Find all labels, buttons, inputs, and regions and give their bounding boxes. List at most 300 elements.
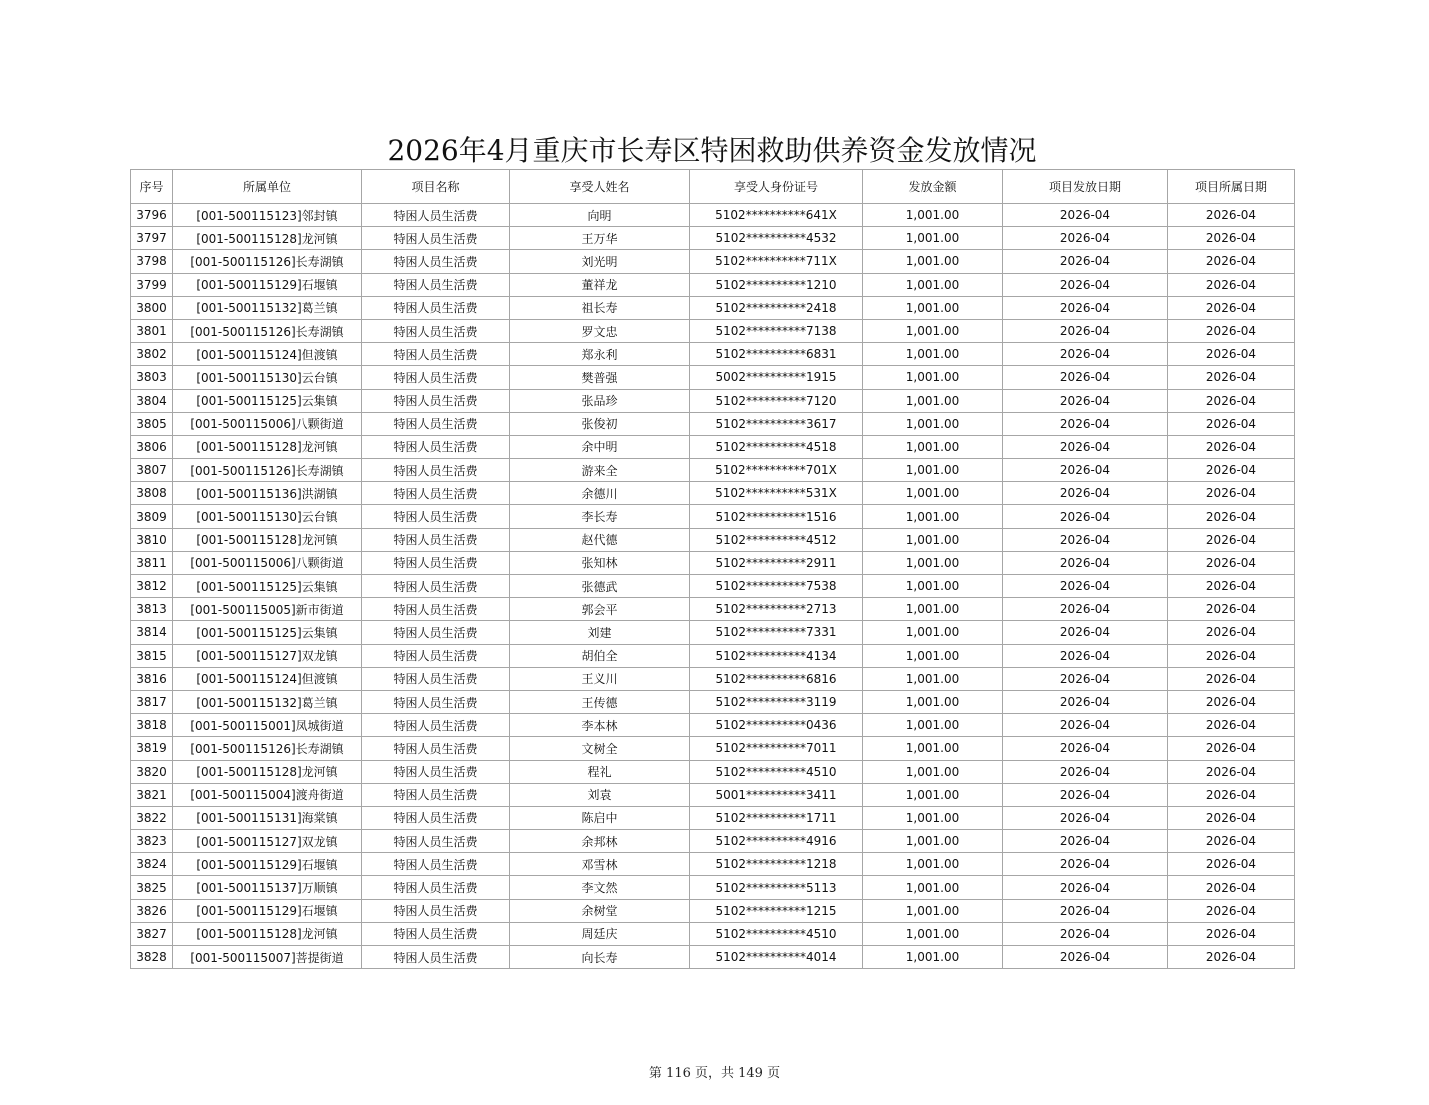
table-cell-issue-date: 2026-04 (1003, 922, 1168, 945)
table-cell-project: 特困人员生活费 (362, 412, 510, 435)
column-header-id-number: 享受人身份证号 (690, 170, 863, 204)
table-cell-seq: 3824 (131, 853, 173, 876)
table-row (131, 412, 1295, 435)
table-cell-unit: [001-500115128]龙河镇 (173, 760, 362, 783)
table-cell-seq: 3819 (131, 737, 173, 760)
table-cell-name: 向长寿 (510, 946, 690, 969)
table-cell-id-number: 5102**********711X (690, 250, 863, 273)
table-cell-project: 特困人员生活费 (362, 644, 510, 667)
table-cell-name: 李长寿 (510, 505, 690, 528)
table-cell-project: 特困人员生活费 (362, 319, 510, 342)
table-cell-belong-date: 2026-04 (1168, 482, 1295, 505)
table-row (131, 830, 1295, 853)
table-cell-issue-date: 2026-04 (1003, 714, 1168, 737)
table-cell-seq: 3812 (131, 575, 173, 598)
table-cell-name: 陈启中 (510, 806, 690, 829)
table-cell-unit: [001-500115005]新市街道 (173, 598, 362, 621)
table-cell-id-number: 5102**********4510 (690, 760, 863, 783)
table-cell-unit: [001-500115124]但渡镇 (173, 343, 362, 366)
table-cell-name: 郭会平 (510, 598, 690, 621)
table-cell-project: 特困人员生活费 (362, 227, 510, 250)
table-cell-amount: 1,001.00 (863, 946, 1003, 969)
table-cell-unit: [001-500115128]龙河镇 (173, 435, 362, 458)
table-cell-issue-date: 2026-04 (1003, 505, 1168, 528)
table-cell-name: 游来全 (510, 459, 690, 482)
table-cell-issue-date: 2026-04 (1003, 644, 1168, 667)
table-cell-project: 特困人员生活费 (362, 760, 510, 783)
table-cell-id-number: 5102**********7120 (690, 389, 863, 412)
table-cell-amount: 1,001.00 (863, 853, 1003, 876)
table-cell-id-number: 5102**********1218 (690, 853, 863, 876)
table-cell-unit: [001-500115004]渡舟街道 (173, 783, 362, 806)
table-cell-unit: [001-500115123]邻封镇 (173, 204, 362, 227)
table-cell-id-number: 5102**********4134 (690, 644, 863, 667)
table-cell-belong-date: 2026-04 (1168, 667, 1295, 690)
table-cell-issue-date: 2026-04 (1003, 899, 1168, 922)
table-cell-unit: [001-500115137]万顺镇 (173, 876, 362, 899)
table-cell-issue-date: 2026-04 (1003, 806, 1168, 829)
table-cell-amount: 1,001.00 (863, 598, 1003, 621)
table-cell-issue-date: 2026-04 (1003, 204, 1168, 227)
table-cell-name: 祖长寿 (510, 296, 690, 319)
table-cell-seq: 3813 (131, 598, 173, 621)
table-cell-id-number: 5102**********4532 (690, 227, 863, 250)
table-cell-belong-date: 2026-04 (1168, 737, 1295, 760)
table-cell-amount: 1,001.00 (863, 389, 1003, 412)
table-cell-issue-date: 2026-04 (1003, 621, 1168, 644)
table-cell-unit: [001-500115129]石堰镇 (173, 853, 362, 876)
page-title: 2026年4月重庆市长寿区特困救助供养资金发放情况 (387, 134, 1037, 167)
table-cell-id-number: 5102**********6816 (690, 667, 863, 690)
table-cell-project: 特困人员生活费 (362, 690, 510, 713)
table-cell-project: 特困人员生活费 (362, 343, 510, 366)
table-cell-belong-date: 2026-04 (1168, 250, 1295, 273)
table-cell-amount: 1,001.00 (863, 528, 1003, 551)
table-cell-amount: 1,001.00 (863, 806, 1003, 829)
table-cell-belong-date: 2026-04 (1168, 922, 1295, 945)
table-cell-project: 特困人员生活费 (362, 273, 510, 296)
table-cell-name: 王万华 (510, 227, 690, 250)
table-cell-unit: [001-500115128]龙河镇 (173, 227, 362, 250)
table-cell-belong-date: 2026-04 (1168, 204, 1295, 227)
data-table (130, 169, 1295, 969)
table-cell-issue-date: 2026-04 (1003, 319, 1168, 342)
table-cell-id-number: 5102**********4518 (690, 435, 863, 458)
table-cell-unit: [001-500115132]葛兰镇 (173, 690, 362, 713)
table-cell-belong-date: 2026-04 (1168, 296, 1295, 319)
table-cell-unit: [001-500115007]菩提街道 (173, 946, 362, 969)
table-cell-unit: [001-500115125]云集镇 (173, 389, 362, 412)
column-header-seq: 序号 (131, 170, 173, 204)
table-cell-unit: [001-500115125]云集镇 (173, 575, 362, 598)
table-cell-id-number: 5102**********3119 (690, 690, 863, 713)
table-row (131, 621, 1295, 644)
table-cell-id-number: 5102**********7538 (690, 575, 863, 598)
table-cell-id-number: 5102**********1210 (690, 273, 863, 296)
table-cell-belong-date: 2026-04 (1168, 459, 1295, 482)
table-cell-id-number: 5102**********7331 (690, 621, 863, 644)
table-cell-belong-date: 2026-04 (1168, 853, 1295, 876)
table-cell-issue-date: 2026-04 (1003, 853, 1168, 876)
table-cell-id-number: 5102**********4510 (690, 922, 863, 945)
table-cell-issue-date: 2026-04 (1003, 482, 1168, 505)
table-cell-name: 余树堂 (510, 899, 690, 922)
table-cell-amount: 1,001.00 (863, 760, 1003, 783)
table-cell-name: 程礼 (510, 760, 690, 783)
table-cell-belong-date: 2026-04 (1168, 621, 1295, 644)
table-cell-belong-date: 2026-04 (1168, 830, 1295, 853)
table-cell-name: 刘光明 (510, 250, 690, 273)
table-cell-amount: 1,001.00 (863, 575, 1003, 598)
table-cell-amount: 1,001.00 (863, 644, 1003, 667)
table-cell-belong-date: 2026-04 (1168, 412, 1295, 435)
table-cell-unit: [001-500115006]八颗街道 (173, 551, 362, 574)
table-cell-amount: 1,001.00 (863, 830, 1003, 853)
table-cell-belong-date: 2026-04 (1168, 598, 1295, 621)
table-cell-issue-date: 2026-04 (1003, 667, 1168, 690)
table-cell-belong-date: 2026-04 (1168, 806, 1295, 829)
table-cell-seq: 3805 (131, 412, 173, 435)
table-cell-belong-date: 2026-04 (1168, 343, 1295, 366)
table-cell-seq: 3796 (131, 204, 173, 227)
table-cell-issue-date: 2026-04 (1003, 760, 1168, 783)
table-cell-project: 特困人员生活费 (362, 830, 510, 853)
table-cell-issue-date: 2026-04 (1003, 273, 1168, 296)
table-cell-project: 特困人员生活费 (362, 551, 510, 574)
table-cell-belong-date: 2026-04 (1168, 528, 1295, 551)
table-cell-seq: 3809 (131, 505, 173, 528)
table-cell-project: 特困人员生活费 (362, 482, 510, 505)
table-cell-amount: 1,001.00 (863, 922, 1003, 945)
table-cell-unit: [001-500115126]长寿湖镇 (173, 459, 362, 482)
table-cell-unit: [001-500115126]长寿湖镇 (173, 319, 362, 342)
table-cell-seq: 3814 (131, 621, 173, 644)
table-row (131, 250, 1295, 273)
table-cell-unit: [001-500115006]八颗街道 (173, 412, 362, 435)
table-cell-name: 樊普强 (510, 366, 690, 389)
table-cell-issue-date: 2026-04 (1003, 598, 1168, 621)
table-cell-seq: 3810 (131, 528, 173, 551)
table-body (131, 204, 1295, 969)
table-cell-id-number: 5102**********1215 (690, 899, 863, 922)
table-row (131, 551, 1295, 574)
table-row (131, 273, 1295, 296)
table-cell-name: 张品珍 (510, 389, 690, 412)
table-cell-issue-date: 2026-04 (1003, 366, 1168, 389)
table-cell-issue-date: 2026-04 (1003, 412, 1168, 435)
table-cell-seq: 3822 (131, 806, 173, 829)
table-cell-unit: [001-500115124]但渡镇 (173, 667, 362, 690)
table-cell-seq: 3804 (131, 389, 173, 412)
table-cell-id-number: 5102**********4014 (690, 946, 863, 969)
table-cell-amount: 1,001.00 (863, 621, 1003, 644)
table-row (131, 435, 1295, 458)
table-cell-issue-date: 2026-04 (1003, 737, 1168, 760)
table-cell-belong-date: 2026-04 (1168, 946, 1295, 969)
table-row (131, 783, 1295, 806)
table-cell-seq: 3800 (131, 296, 173, 319)
table-cell-seq: 3826 (131, 899, 173, 922)
table-cell-id-number: 5102**********701X (690, 459, 863, 482)
table-cell-unit: [001-500115128]龙河镇 (173, 922, 362, 945)
table-row (131, 227, 1295, 250)
table-cell-project: 特困人员生活费 (362, 528, 510, 551)
table-cell-name: 向明 (510, 204, 690, 227)
table-row (131, 528, 1295, 551)
table-cell-unit: [001-500115129]石堰镇 (173, 273, 362, 296)
table-cell-id-number: 5102**********641X (690, 204, 863, 227)
table-cell-name: 刘袁 (510, 783, 690, 806)
table-row (131, 899, 1295, 922)
table-cell-project: 特困人员生活费 (362, 806, 510, 829)
table-cell-unit: [001-500115130]云台镇 (173, 505, 362, 528)
table-cell-issue-date: 2026-04 (1003, 946, 1168, 969)
table-cell-belong-date: 2026-04 (1168, 575, 1295, 598)
table-cell-amount: 1,001.00 (863, 435, 1003, 458)
table-cell-name: 余邦林 (510, 830, 690, 853)
table-cell-project: 特困人员生活费 (362, 714, 510, 737)
column-header-belong-date: 项目所属日期 (1168, 170, 1295, 204)
table-cell-seq: 3811 (131, 551, 173, 574)
table-cell-amount: 1,001.00 (863, 505, 1003, 528)
table-row (131, 690, 1295, 713)
table-row (131, 319, 1295, 342)
table-cell-belong-date: 2026-04 (1168, 644, 1295, 667)
table-row (131, 760, 1295, 783)
table-row (131, 667, 1295, 690)
table-cell-project: 特困人员生活费 (362, 389, 510, 412)
table-cell-issue-date: 2026-04 (1003, 296, 1168, 319)
table-cell-unit: [001-500115127]双龙镇 (173, 830, 362, 853)
table-cell-issue-date: 2026-04 (1003, 435, 1168, 458)
table-cell-unit: [001-500115126]长寿湖镇 (173, 250, 362, 273)
table-cell-unit: [001-500115131]海棠镇 (173, 806, 362, 829)
table-cell-id-number: 5102**********2713 (690, 598, 863, 621)
table-cell-issue-date: 2026-04 (1003, 551, 1168, 574)
table-cell-project: 特困人员生活费 (362, 250, 510, 273)
table-cell-unit: [001-500115128]龙河镇 (173, 528, 362, 551)
table-cell-name: 王义川 (510, 667, 690, 690)
table-cell-id-number: 5102**********2418 (690, 296, 863, 319)
table-cell-project: 特困人员生活费 (362, 204, 510, 227)
table-cell-unit: [001-500115001]凤城街道 (173, 714, 362, 737)
table-cell-seq: 3797 (131, 227, 173, 250)
table-cell-project: 特困人员生活费 (362, 435, 510, 458)
table-row (131, 922, 1295, 945)
table-cell-name: 李文然 (510, 876, 690, 899)
table-cell-project: 特困人员生活费 (362, 922, 510, 945)
table-cell-issue-date: 2026-04 (1003, 343, 1168, 366)
table-cell-seq: 3815 (131, 644, 173, 667)
table-row (131, 853, 1295, 876)
table-row (131, 389, 1295, 412)
table-cell-amount: 1,001.00 (863, 876, 1003, 899)
table-cell-name: 罗文忠 (510, 319, 690, 342)
table-cell-seq: 3802 (131, 343, 173, 366)
table-cell-unit: [001-500115136]洪湖镇 (173, 482, 362, 505)
table-cell-issue-date: 2026-04 (1003, 227, 1168, 250)
table-cell-seq: 3827 (131, 922, 173, 945)
table-cell-id-number: 5002**********1915 (690, 366, 863, 389)
table-cell-name: 董祥龙 (510, 273, 690, 296)
table-cell-amount: 1,001.00 (863, 783, 1003, 806)
table-cell-id-number: 5102**********6831 (690, 343, 863, 366)
table-cell-name: 余中明 (510, 435, 690, 458)
table-cell-id-number: 5102**********5113 (690, 876, 863, 899)
table-cell-belong-date: 2026-04 (1168, 551, 1295, 574)
table-cell-project: 特困人员生活费 (362, 876, 510, 899)
table-cell-belong-date: 2026-04 (1168, 714, 1295, 737)
table-cell-belong-date: 2026-04 (1168, 899, 1295, 922)
table-row (131, 366, 1295, 389)
table-cell-seq: 3816 (131, 667, 173, 690)
table-cell-amount: 1,001.00 (863, 737, 1003, 760)
table-cell-belong-date: 2026-04 (1168, 876, 1295, 899)
table-cell-amount: 1,001.00 (863, 459, 1003, 482)
table-row (131, 296, 1295, 319)
table-cell-belong-date: 2026-04 (1168, 783, 1295, 806)
table-cell-project: 特困人员生活费 (362, 505, 510, 528)
table-cell-name: 张知林 (510, 551, 690, 574)
table-cell-id-number: 5102**********4916 (690, 830, 863, 853)
table-row (131, 876, 1295, 899)
table-cell-project: 特困人员生活费 (362, 598, 510, 621)
table-cell-name: 文树全 (510, 737, 690, 760)
table-row (131, 806, 1295, 829)
table-cell-issue-date: 2026-04 (1003, 389, 1168, 412)
table-cell-project: 特困人员生活费 (362, 899, 510, 922)
table-cell-seq: 3806 (131, 435, 173, 458)
table-cell-issue-date: 2026-04 (1003, 459, 1168, 482)
table-cell-seq: 3823 (131, 830, 173, 853)
table-cell-name: 余德川 (510, 482, 690, 505)
table-cell-belong-date: 2026-04 (1168, 227, 1295, 250)
table-cell-id-number: 5102**********1711 (690, 806, 863, 829)
table-cell-seq: 3817 (131, 690, 173, 713)
table-cell-amount: 1,001.00 (863, 273, 1003, 296)
page-footer: 第 116 页，共 149 页 (648, 1066, 781, 1081)
column-header-unit: 所属单位 (173, 170, 362, 204)
table-cell-issue-date: 2026-04 (1003, 528, 1168, 551)
column-header-issue-date: 项目发放日期 (1003, 170, 1168, 204)
table-row (131, 343, 1295, 366)
table-cell-seq: 3808 (131, 482, 173, 505)
table-cell-id-number: 5102**********0436 (690, 714, 863, 737)
table-cell-issue-date: 2026-04 (1003, 575, 1168, 598)
table-cell-belong-date: 2026-04 (1168, 505, 1295, 528)
table-cell-issue-date: 2026-04 (1003, 783, 1168, 806)
table-cell-project: 特困人员生活费 (362, 853, 510, 876)
table-cell-name: 周廷庆 (510, 922, 690, 945)
table-cell-amount: 1,001.00 (863, 227, 1003, 250)
table-cell-unit: [001-500115125]云集镇 (173, 621, 362, 644)
table-cell-seq: 3803 (131, 366, 173, 389)
table-cell-name: 赵代德 (510, 528, 690, 551)
table-cell-unit: [001-500115127]双龙镇 (173, 644, 362, 667)
table-cell-name: 李本林 (510, 714, 690, 737)
table-cell-name: 张俊初 (510, 412, 690, 435)
table-cell-amount: 1,001.00 (863, 667, 1003, 690)
table-cell-amount: 1,001.00 (863, 319, 1003, 342)
table-cell-amount: 1,001.00 (863, 366, 1003, 389)
table-cell-project: 特困人员生活费 (362, 621, 510, 644)
table-cell-project: 特困人员生活费 (362, 946, 510, 969)
table-cell-amount: 1,001.00 (863, 412, 1003, 435)
table-cell-project: 特困人员生活费 (362, 737, 510, 760)
table-cell-seq: 3821 (131, 783, 173, 806)
table-cell-belong-date: 2026-04 (1168, 760, 1295, 783)
table-row (131, 575, 1295, 598)
table-cell-unit: [001-500115126]长寿湖镇 (173, 737, 362, 760)
table-cell-issue-date: 2026-04 (1003, 690, 1168, 713)
table-row (131, 644, 1295, 667)
table-cell-amount: 1,001.00 (863, 714, 1003, 737)
table-row (131, 505, 1295, 528)
table-cell-amount: 1,001.00 (863, 482, 1003, 505)
table-cell-name: 刘建 (510, 621, 690, 644)
table-cell-belong-date: 2026-04 (1168, 435, 1295, 458)
table-cell-id-number: 5102**********1516 (690, 505, 863, 528)
table-row (131, 459, 1295, 482)
table-cell-unit: [001-500115129]石堰镇 (173, 899, 362, 922)
table-row (131, 737, 1295, 760)
table-cell-id-number: 5102**********7138 (690, 319, 863, 342)
table-cell-id-number: 5102**********2911 (690, 551, 863, 574)
table-cell-name: 胡伯全 (510, 644, 690, 667)
table-cell-seq: 3828 (131, 946, 173, 969)
table-cell-belong-date: 2026-04 (1168, 273, 1295, 296)
table-cell-name: 郑永利 (510, 343, 690, 366)
table-cell-issue-date: 2026-04 (1003, 876, 1168, 899)
table-cell-id-number: 5102**********4512 (690, 528, 863, 551)
table-cell-amount: 1,001.00 (863, 250, 1003, 273)
table-cell-belong-date: 2026-04 (1168, 366, 1295, 389)
table-cell-seq: 3825 (131, 876, 173, 899)
table-cell-id-number: 5102**********531X (690, 482, 863, 505)
table-cell-seq: 3820 (131, 760, 173, 783)
table-row (131, 946, 1295, 969)
table-cell-project: 特困人员生活费 (362, 296, 510, 319)
table-cell-project: 特困人员生活费 (362, 366, 510, 389)
table-cell-id-number: 5001**********3411 (690, 783, 863, 806)
table-cell-name: 张德武 (510, 575, 690, 598)
table-cell-amount: 1,001.00 (863, 296, 1003, 319)
table-cell-seq: 3818 (131, 714, 173, 737)
column-header-project: 项目名称 (362, 170, 510, 204)
column-header-name: 享受人姓名 (510, 170, 690, 204)
header-row (131, 170, 1295, 204)
table-cell-amount: 1,001.00 (863, 204, 1003, 227)
table-row (131, 598, 1295, 621)
column-header-amount: 发放金额 (863, 170, 1003, 204)
table-cell-seq: 3807 (131, 459, 173, 482)
table-cell-project: 特困人员生活费 (362, 575, 510, 598)
table-cell-project: 特困人员生活费 (362, 783, 510, 806)
table-row (131, 204, 1295, 227)
table-cell-belong-date: 2026-04 (1168, 319, 1295, 342)
table-cell-id-number: 5102**********3617 (690, 412, 863, 435)
table-cell-unit: [001-500115132]葛兰镇 (173, 296, 362, 319)
table-cell-project: 特困人员生活费 (362, 459, 510, 482)
table-cell-issue-date: 2026-04 (1003, 250, 1168, 273)
table-cell-belong-date: 2026-04 (1168, 690, 1295, 713)
table-cell-amount: 1,001.00 (863, 343, 1003, 366)
table-row (131, 714, 1295, 737)
table-row (131, 482, 1295, 505)
table-cell-seq: 3798 (131, 250, 173, 273)
table-cell-belong-date: 2026-04 (1168, 389, 1295, 412)
table-cell-seq: 3801 (131, 319, 173, 342)
